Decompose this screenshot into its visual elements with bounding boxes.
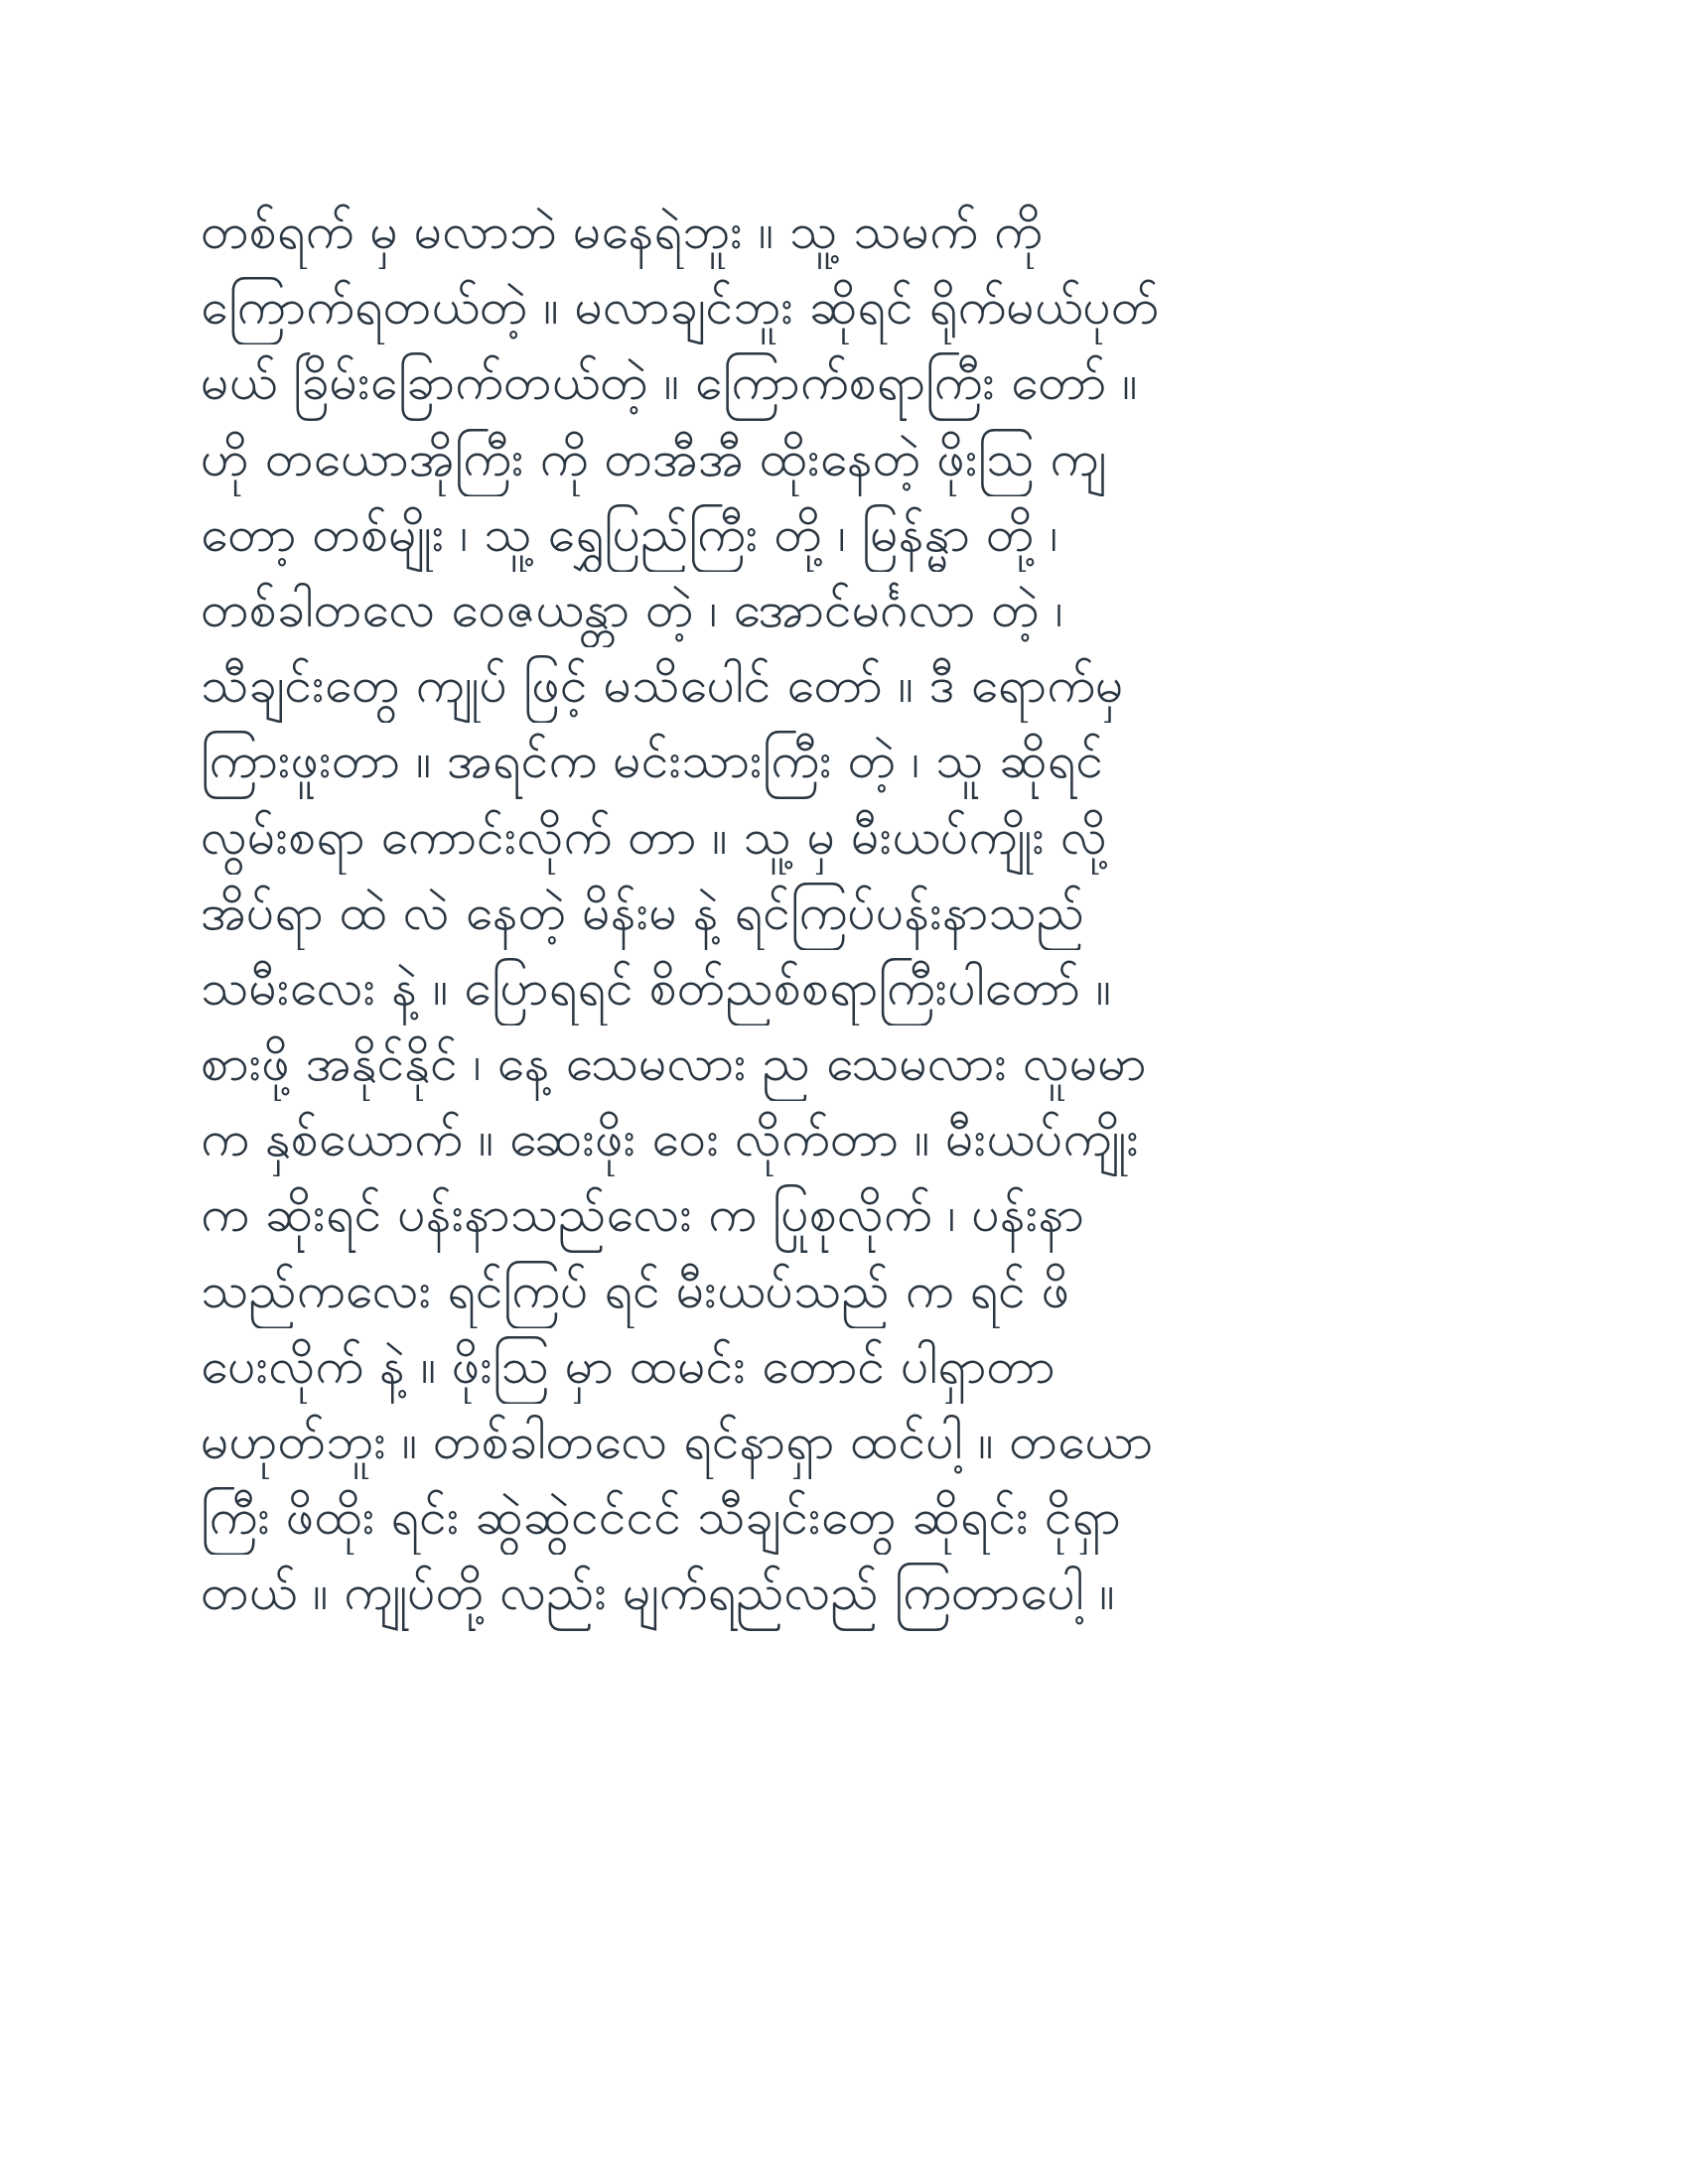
text-line: တယ် ။ ကျုပ်တို့ လည်း မျက်ရည်လည် ကြတာပေါ့ ။ <box>201 1564 1115 1622</box>
text-line: ပေးလိုက် နဲ့ ။ ဖိုးသြ မှာ ထမင်း တောင် ပါရှာတာ <box>201 1336 1055 1395</box>
text-line: လွမ်းစရာ ကောင်းလိုက် တာ ။ သူ့ မှ မီးယပ်ကျိုး လို့ <box>201 807 1107 866</box>
text-line: တစ်ရက် မှ မလာဘဲ မနေရဲဘူး ။ သူ့ သမက် ကို <box>201 203 1043 260</box>
text-line: အိပ်ရာ ထဲ လဲ နေတဲ့ မိန်းမ နဲ့ ရင်ကြပ်ပန်းနာသည် <box>201 883 1085 941</box>
text-line: က နှစ်ယောက် ။ ဆေးဖိုး ဝေး လိုက်တာ ။ မီးယပ်ကျိုး <box>201 1110 1140 1168</box>
text-line: စားဖို့ အနိုင်နိုင် ၊ နေ့ သေမလား ည သေမလား လူမမာ <box>201 1034 1147 1093</box>
text-line: ကြီး ဖိထိုး ရင်း ဆွဲဆွဲငင်ငင် သီချင်းတွေ ဆိုရင်း ငိုရှာ <box>201 1488 1121 1547</box>
text-line: ကြောက်ရတယ်တဲ့ ။ မလာချင်ဘူး ဆိုရင် ရိုက်မယ်ပုတ် <box>201 278 1160 337</box>
text-line: တော့ တစ်မျိုး ၊ သူ့ ရွှေပြည်ကြီး တို့ ၊ မြန်န္မာ တို့ ၊ <box>201 504 1058 563</box>
text-line: မယ် ခြိမ်းခြောက်တယ်တဲ့ ။ ကြောက်စရာကြီး တော် ။ <box>201 353 1138 412</box>
text-line: သမီးလေး နဲ့ ။ ပြောရရင် စိတ်ညစ်စရာကြီးပါတော် ။ <box>201 958 1111 1017</box>
body-text <box>201 194 1491 1631</box>
text-line: တစ်ခါတလေ ဝေဇယန္တာ တဲ့ ၊ အောင်မင်္ဂလာ တဲ့ ၊ <box>201 580 1063 638</box>
text-line: ဟို တယောအိုကြီး ကို တအီအီ ထိုးနေတဲ့ ဖိုးသြ ကျ <box>201 429 1107 487</box>
text-line: မဟုတ်ဘူး ။ တစ်ခါတလေ ရင်နာရှာ ထင်ပါ့ ။ တယော <box>201 1413 1154 1470</box>
text-line: ကြားဖူးတာ ။ အရင်က မင်းသားကြီး တဲ့ ၊ သူ ဆိုရင် <box>201 732 1104 790</box>
text-line: သည်ကလေး ရင်ကြပ် ရင် မီးယပ်သည် က ရင် ဖိ <box>201 1261 1070 1319</box>
text-line: သီချင်းတွေ ကျုပ် ဖြင့် မသိပေါင် တော် ။ ဒီ ရောက်မှ <box>201 656 1124 715</box>
text-line: က ဆိုးရင် ပန်းနာသည်လေး က ပြုစုလိုက် ၊ ပန်းနာ <box>201 1185 1084 1244</box>
